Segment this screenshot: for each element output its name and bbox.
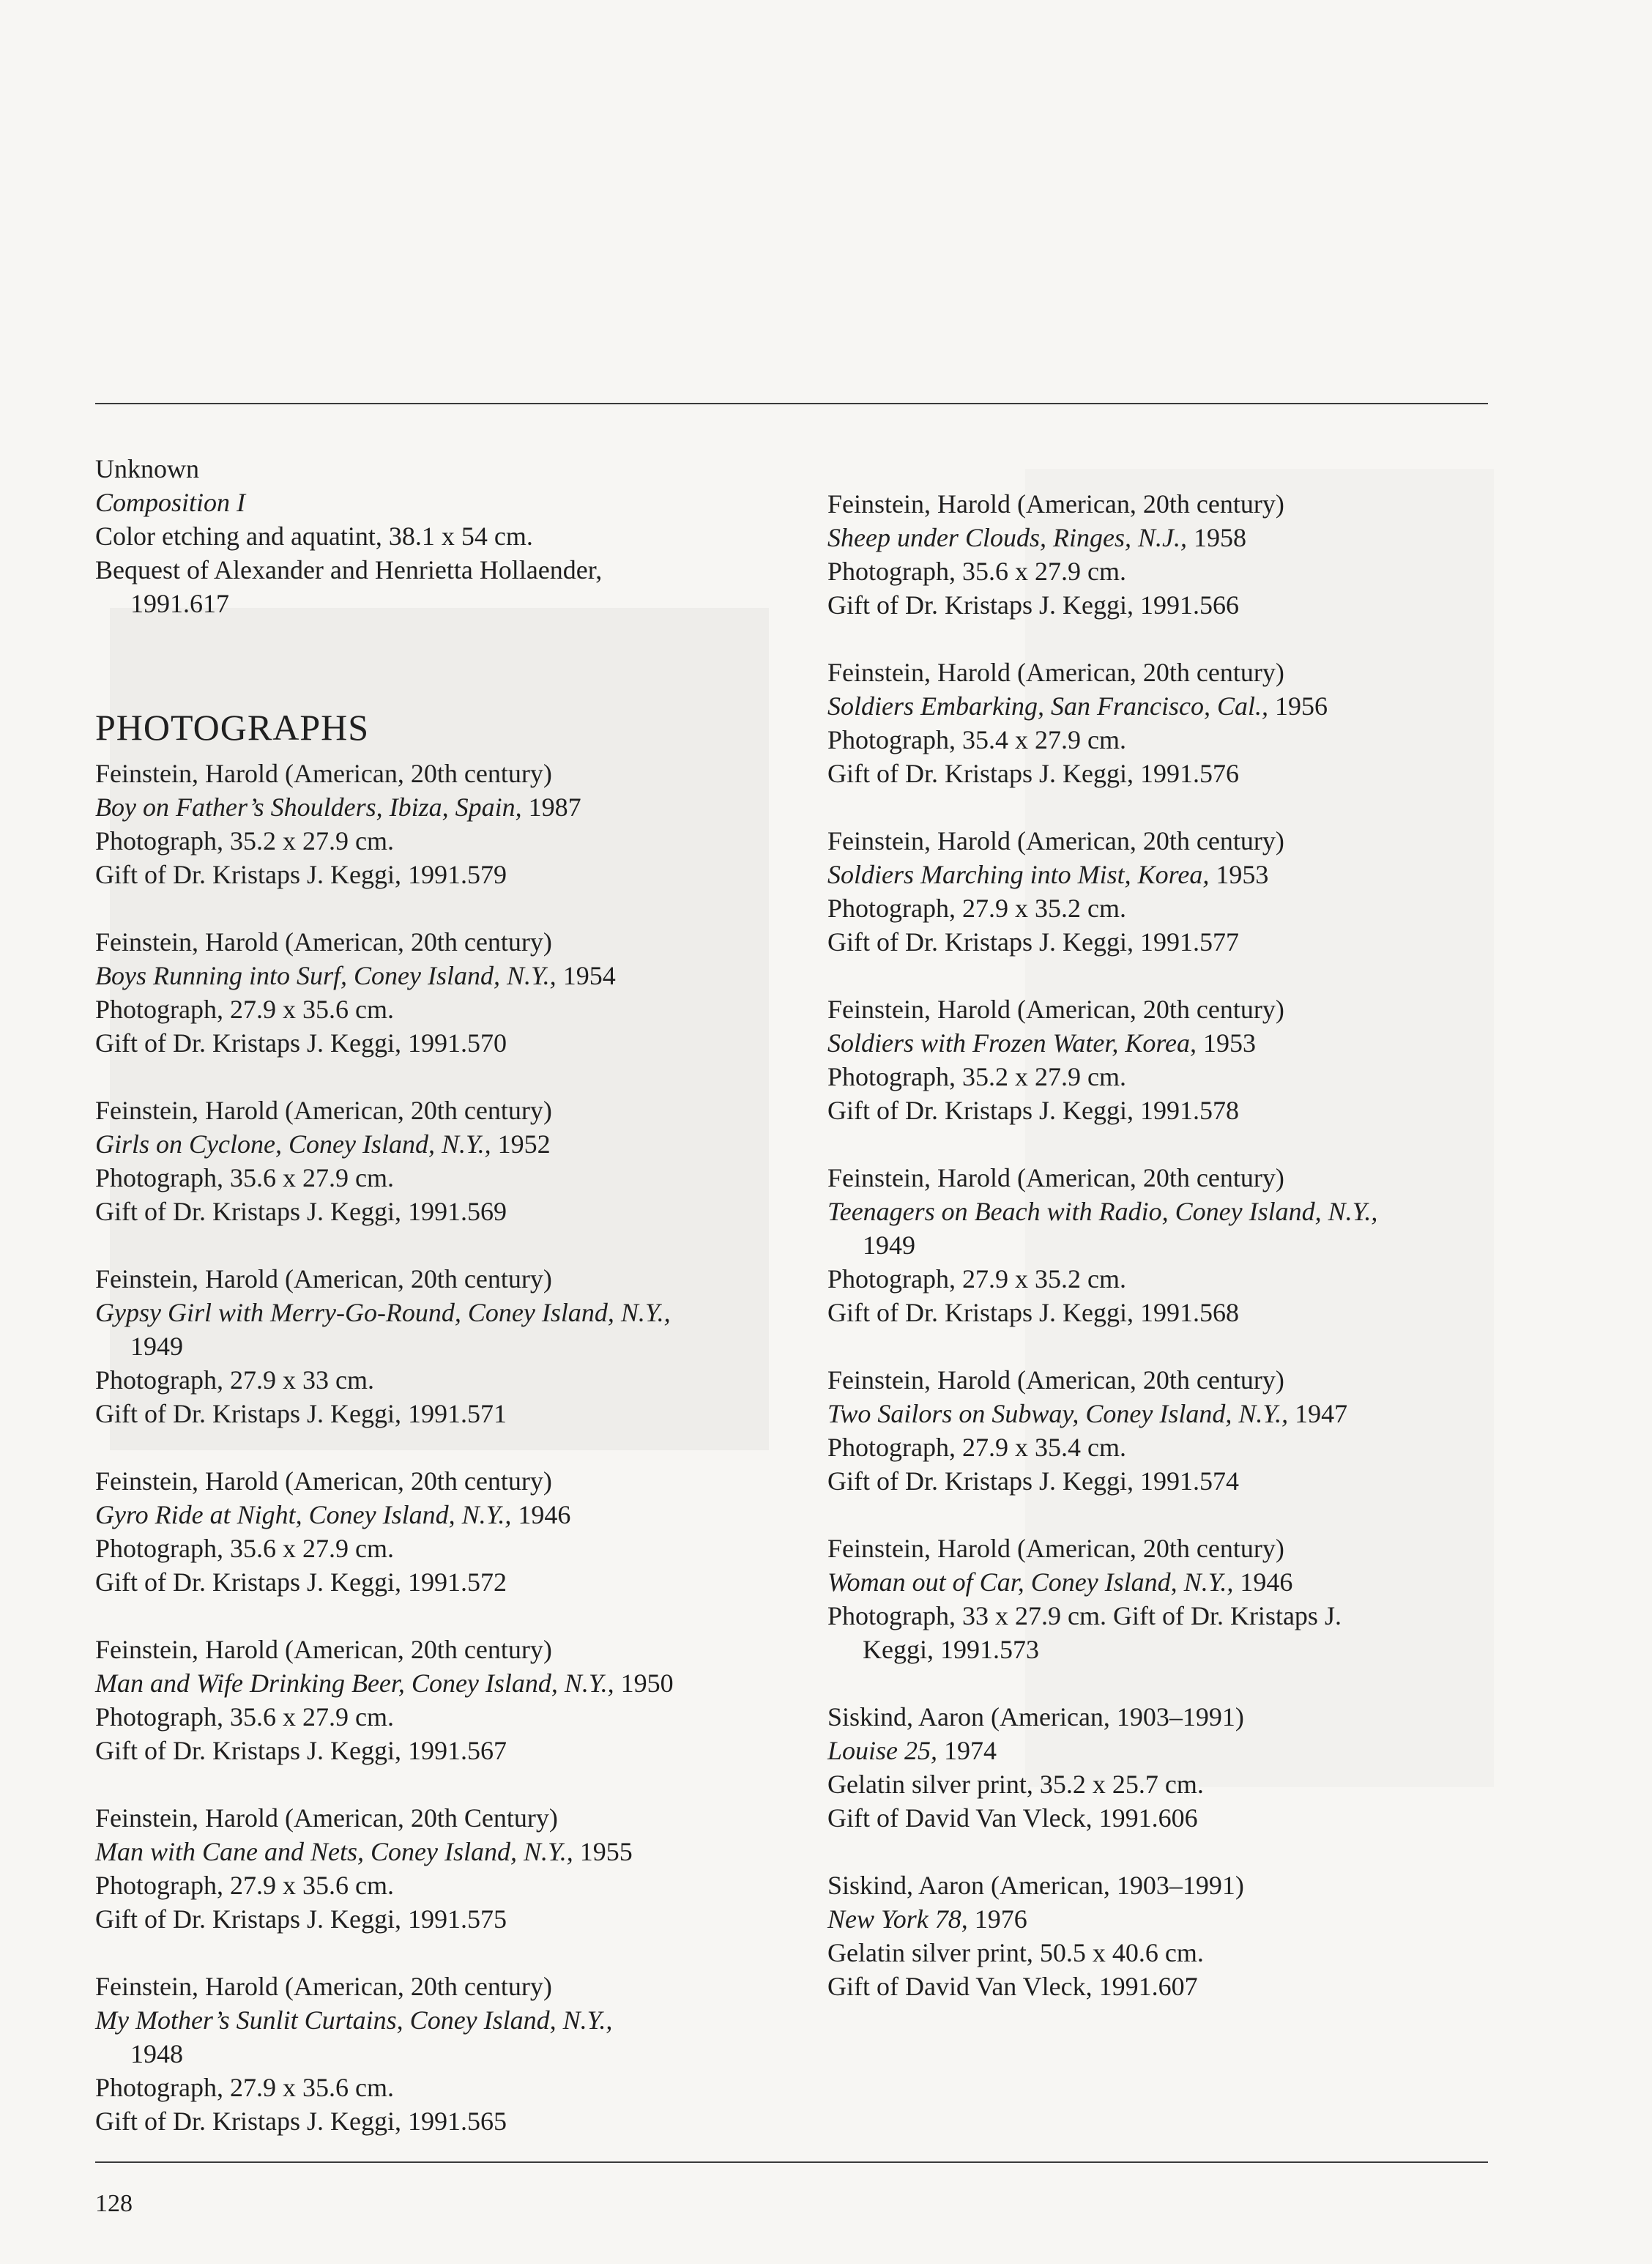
catalog-entry — [95, 1970, 754, 2138]
entry-medium: Photograph, 27.9 x 35.6 cm. — [95, 995, 394, 1024]
entry-credit: Bequest of Alexander and Henrietta Hollaender, — [95, 555, 603, 584]
page-number: 128 — [95, 2190, 133, 2217]
entry-title: Boys Running into Surf, Coney Island, N.Y., — [95, 961, 557, 990]
entry-artist: Feinstein, Harold (American, 20th century) — [827, 1534, 1284, 1563]
catalog-entry — [95, 1464, 754, 1599]
entry-credit: Gift of Dr. Kristaps J. Keggi, 1991.570 — [95, 1028, 507, 1058]
entry-year: 1958 — [1193, 523, 1246, 552]
entry-title: Woman out of Car, Coney Island, N.Y., — [827, 1567, 1234, 1597]
entry-title: Man and Wife Drinking Beer, Coney Island, N.Y., — [95, 1669, 614, 1698]
entry-medium: Photograph, 35.6 x 27.9 cm. — [95, 1702, 394, 1732]
catalog-entry — [827, 1363, 1487, 1498]
entry-medium: Photograph, 33 x 27.9 cm. Gift of Dr. Kristaps J. — [827, 1601, 1342, 1630]
catalog-entry — [827, 992, 1487, 1127]
entry-credit: Gift of Dr. Kristaps J. Keggi, 1991.576 — [827, 759, 1239, 788]
entry-medium: Photograph, 35.2 x 27.9 cm. — [827, 1062, 1126, 1091]
entry-medium: Gelatin silver print, 35.2 x 25.7 cm. — [827, 1770, 1204, 1799]
entry-credit: Gift of David Van Vleck, 1991.607 — [827, 1972, 1198, 2001]
catalog-entry — [95, 925, 754, 1060]
entry-year: 1948 — [130, 2039, 183, 2068]
catalog-entry — [827, 824, 1487, 959]
entry-artist: Feinstein, Harold (American, 20th century) — [827, 995, 1284, 1024]
entry-credit: Gift of Dr. Kristaps J. Keggi, 1991.567 — [95, 1736, 507, 1765]
entry-year: 1954 — [562, 961, 616, 990]
entry-artist: Siskind, Aaron (American, 1903–1991) — [827, 1702, 1244, 1732]
entry-medium: Photograph, 27.9 x 33 cm. — [95, 1365, 374, 1395]
entry-medium: Photograph, 35.2 x 27.9 cm. — [95, 826, 394, 856]
entry-medium: Photograph, 35.6 x 27.9 cm. — [827, 557, 1126, 586]
entry-artist: Feinstein, Harold (American, 20th century) — [827, 826, 1284, 856]
catalog-entry — [95, 452, 754, 620]
entry-title: Louise 25, — [827, 1736, 938, 1765]
entry-title: Teenagers on Beach with Radio, Coney Island, N.Y., — [827, 1197, 1378, 1226]
entry-artist: Feinstein, Harold (American, 20th Century) — [95, 1803, 558, 1833]
entry-title: Composition I — [95, 488, 246, 517]
section-heading: PHOTOGRAPHS — [95, 707, 370, 748]
entry-medium: Photograph, 27.9 x 35.2 cm. — [827, 1264, 1126, 1294]
entry-year: 1974 — [944, 1736, 997, 1765]
entry-credit: Keggi, 1991.573 — [863, 1635, 1039, 1664]
entry-year: 1953 — [1203, 1028, 1257, 1058]
left-column — [95, 452, 754, 2172]
entry-medium: Photograph, 27.9 x 35.2 cm. — [827, 894, 1126, 923]
entry-year: 1976 — [974, 1904, 1027, 1934]
entry-title: Soldiers Marching into Mist, Korea, — [827, 860, 1210, 889]
right-entry-list-siskind — [827, 1700, 1487, 2003]
entry-medium: Photograph, 35.6 x 27.9 cm. — [95, 1163, 394, 1192]
entry-artist: Feinstein, Harold (American, 20th century) — [95, 1264, 552, 1294]
catalog-entry — [95, 1262, 754, 1430]
entry-year: 1949 — [130, 1332, 183, 1361]
entry-artist: Feinstein, Harold (American, 20th century) — [827, 489, 1284, 519]
entry-accession: 1991.617 — [130, 589, 229, 618]
entry-year: 1946 — [518, 1500, 571, 1529]
entry-artist: Feinstein, Harold (American, 20th century) — [827, 658, 1284, 687]
entry-year: 1987 — [528, 793, 581, 822]
catalog-entry — [95, 757, 754, 891]
entry-medium: Photograph, 35.6 x 27.9 cm. — [95, 1534, 394, 1563]
entry-medium: Photograph, 27.9 x 35.6 cm. — [95, 1871, 394, 1900]
entry-artist: Feinstein, Harold (American, 20th century) — [95, 1466, 552, 1496]
entry-title: Boy on Father’s Shoulders, Ibiza, Spain, — [95, 793, 522, 822]
catalog-entry — [827, 656, 1487, 790]
entry-artist: Feinstein, Harold (American, 20th century) — [827, 1365, 1284, 1395]
entry-credit: Gift of Dr. Kristaps J. Keggi, 1991.566 — [827, 590, 1239, 620]
entry-credit: Gift of Dr. Kristaps J. Keggi, 1991.575 — [95, 1904, 507, 1934]
entry-credit: Gift of Dr. Kristaps J. Keggi, 1991.574 — [827, 1466, 1239, 1496]
entry-year: 1949 — [863, 1231, 915, 1260]
catalog-entry — [95, 1801, 754, 1936]
entry-credit: Gift of Dr. Kristaps J. Keggi, 1991.579 — [95, 860, 507, 889]
entry-year: 1950 — [620, 1669, 674, 1698]
right-entry-list — [827, 487, 1487, 1498]
entry-artist: Feinstein, Harold (American, 20th century) — [95, 1096, 552, 1125]
entry-title: Sheep under Clouds, Ringes, N.J., — [827, 523, 1187, 552]
entry-medium: Gelatin silver print, 50.5 x 40.6 cm. — [827, 1938, 1204, 1967]
entry-title: Gyro Ride at Night, Coney Island, N.Y., — [95, 1500, 512, 1529]
entry-artist: Unknown — [95, 454, 199, 483]
entry-credit: Gift of Dr. Kristaps J. Keggi, 1991.568 — [827, 1298, 1239, 1327]
entry-year: 1946 — [1240, 1567, 1293, 1597]
entry-title: My Mother’s Sunlit Curtains, Coney Island, N.Y., — [95, 2005, 613, 2035]
entry-credit: Gift of Dr. Kristaps J. Keggi, 1991.572 — [95, 1567, 507, 1597]
entry-artist: Feinstein, Harold (American, 20th century) — [95, 1972, 552, 2001]
catalog-entry — [827, 487, 1487, 622]
entry-artist: Feinstein, Harold (American, 20th century) — [95, 759, 552, 788]
entry-credit: Gift of Dr. Kristaps J. Keggi, 1991.571 — [95, 1399, 507, 1428]
entry-medium: Color etching and aquatint, 38.1 x 54 cm. — [95, 522, 533, 551]
entry-credit: Gift of Dr. Kristaps J. Keggi, 1991.578 — [827, 1096, 1239, 1125]
entry-title: New York 78, — [827, 1904, 968, 1934]
entry-year: 1956 — [1274, 691, 1328, 721]
catalog-entry — [95, 1633, 754, 1767]
catalog-entry — [827, 1161, 1487, 1329]
catalog-entry — [827, 1700, 1487, 1835]
entry-credit: Gift of Dr. Kristaps J. Keggi, 1991.569 — [95, 1197, 507, 1226]
entry-year: 1952 — [497, 1129, 551, 1159]
entry-title: Man with Cane and Nets, Coney Island, N.Y., — [95, 1837, 573, 1866]
left-entry-list — [95, 757, 754, 2138]
catalog-entry — [827, 1868, 1487, 2003]
entry-title: Gypsy Girl with Merry-Go-Round, Coney Island, N.Y., — [95, 1298, 671, 1327]
entry-year: 1955 — [579, 1837, 633, 1866]
entry-artist: Siskind, Aaron (American, 1903–1991) — [827, 1871, 1244, 1900]
entry-title: Soldiers Embarking, San Francisco, Cal., — [827, 691, 1268, 721]
entry-credit: Gift of Dr. Kristaps J. Keggi, 1991.565 — [95, 2107, 507, 2136]
entry-artist: Feinstein, Harold (American, 20th century) — [95, 927, 552, 957]
entry-credit: Gift of David Van Vleck, 1991.606 — [827, 1803, 1198, 1833]
entry-title: Two Sailors on Subway, Coney Island, N.Y., — [827, 1399, 1289, 1428]
entry-credit: Gift of Dr. Kristaps J. Keggi, 1991.577 — [827, 927, 1239, 957]
entry-medium: Photograph, 35.4 x 27.9 cm. — [827, 725, 1126, 754]
entry-title: Girls on Cyclone, Coney Island, N.Y., — [95, 1129, 491, 1159]
entry-artist: Feinstein, Harold (American, 20th century) — [827, 1163, 1284, 1192]
catalog-entry — [827, 1532, 1487, 1666]
entry-year: 1953 — [1216, 860, 1269, 889]
entry-medium: Photograph, 27.9 x 35.4 cm. — [827, 1433, 1126, 1462]
top-rule — [95, 403, 1488, 404]
catalog-entry — [95, 1094, 754, 1228]
bottom-rule — [95, 2161, 1488, 2163]
entry-artist: Feinstein, Harold (American, 20th century) — [95, 1635, 552, 1664]
entry-title: Soldiers with Frozen Water, Korea, — [827, 1028, 1197, 1058]
right-column — [827, 487, 1487, 2037]
entry-medium: Photograph, 27.9 x 35.6 cm. — [95, 2073, 394, 2102]
entry-year: 1947 — [1295, 1399, 1348, 1428]
